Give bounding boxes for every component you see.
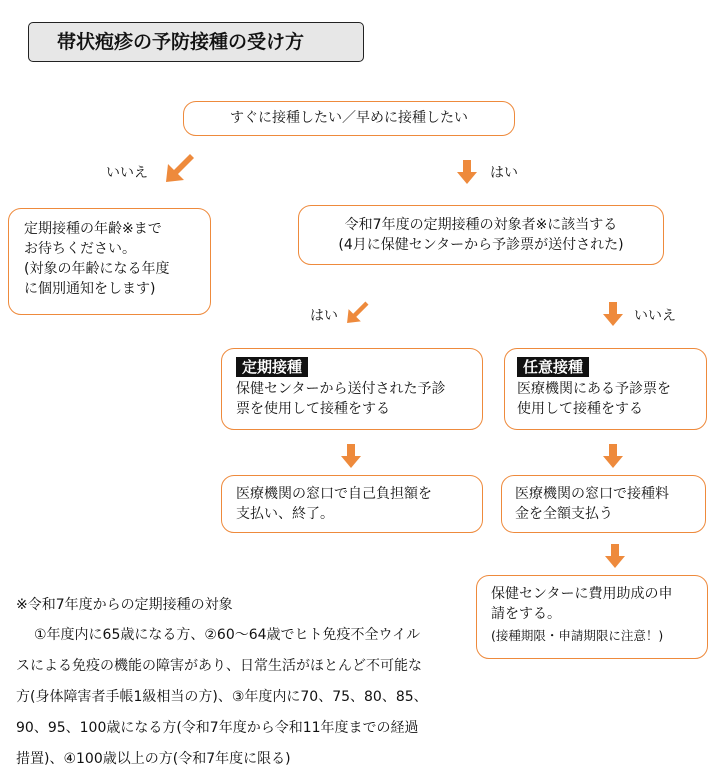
routine-line-2: 票を使用して接種をする [236, 401, 390, 417]
subsidy-line-3: (接種期限・申請期限に注意！) [491, 628, 664, 643]
label-yes-right: はい [490, 165, 518, 181]
voluntary-pay-line-1: 医療機関の窓口で接種料 [515, 486, 669, 502]
arrow-diagonal-to-wait-shape [166, 154, 194, 182]
wait-line-2: お待ちください。 [24, 241, 136, 257]
routine-pay-line-2: 支払い、終了。 [236, 506, 334, 522]
footnote-line: 90、95、100歳になる方(令和7年度から令和11年度までの経過 [16, 720, 419, 736]
routine-box [221, 348, 483, 430]
wait-line-1: 定期接種の年齢※まで [24, 221, 162, 237]
question-box [298, 205, 664, 265]
arrow-down-voluntary-pay-shape [603, 444, 623, 468]
routine-pay-line-1: 医療機関の窓口で自己負担額を [236, 486, 432, 502]
footnote-line: ①年度内に65歳になる方、②60～64歳でヒト免疫不全ウイル [34, 627, 421, 643]
arrow-down-routine-pay [341, 444, 361, 468]
arrow-down-to-question [457, 160, 477, 184]
arrow-down-to-question-shape [457, 160, 477, 184]
footnote-body [16, 620, 476, 775]
arrow-down-to-subsidy-shape [605, 544, 625, 568]
arrow-diagonal-to-wait [162, 152, 196, 186]
arrow-diagonal-to-routine [344, 300, 370, 326]
start-text: すぐに接種したい／早めに接種したい [230, 110, 468, 126]
routine-line-1: 保健センターから送付された予診 [236, 381, 446, 397]
arrow-down-to-voluntary [603, 302, 623, 326]
arrow-down-voluntary-pay [603, 444, 623, 468]
start-box [183, 101, 515, 136]
arrow-down-routine-pay-shape [341, 444, 361, 468]
footnote-line: 方(身体障害者手帳1級相当の方)、③年度内に70、75、80、85、 [16, 689, 428, 705]
label-yes-left: はい [310, 308, 338, 324]
subsidy-line-1: 保健センターに費用助成の申 [491, 586, 673, 602]
wait-box [8, 208, 211, 315]
subsidy-box [476, 575, 708, 659]
routine-tag: 定期接種 [236, 357, 308, 377]
voluntary-line-1: 医療機関にある予診票を [517, 381, 671, 397]
subsidy-line-2: 請をする。 [491, 606, 561, 622]
arrow-down-to-subsidy [605, 544, 625, 568]
voluntary-box [504, 348, 707, 430]
question-line-2: (4月に保健センターから予診票が送付された) [338, 237, 624, 253]
voluntary-tag: 任意接種 [517, 357, 589, 377]
label-no-left: いいえ [106, 165, 148, 181]
question-line-1: 令和7年度の定期接種の対象者※に該当する [344, 217, 618, 233]
voluntary-pay-line-2: 金を全額支払う [515, 506, 613, 522]
arrow-diagonal-to-routine-shape [347, 302, 368, 323]
routine-pay-box [221, 475, 483, 533]
label-no-right: いいえ [634, 308, 676, 324]
arrow-down-to-voluntary-shape [603, 302, 623, 326]
voluntary-line-2: 使用して接種をする [517, 401, 643, 417]
footnote-line: 措置)、④100歳以上の方(令和7年度に限る) [16, 751, 291, 767]
wait-line-3: (対象の年齢になる年度 [24, 261, 170, 277]
footnote-heading: ※令和7年度からの定期接種の対象 [16, 597, 233, 613]
wait-line-4: に個別通知をします) [24, 281, 156, 297]
voluntary-pay-box [501, 475, 706, 533]
page-title: 帯状疱疹の予防接種の受け方 [28, 22, 364, 62]
footnote-line: スによる免疫の機能の障害があり、日常生活がほとんど不可能な [16, 658, 422, 674]
